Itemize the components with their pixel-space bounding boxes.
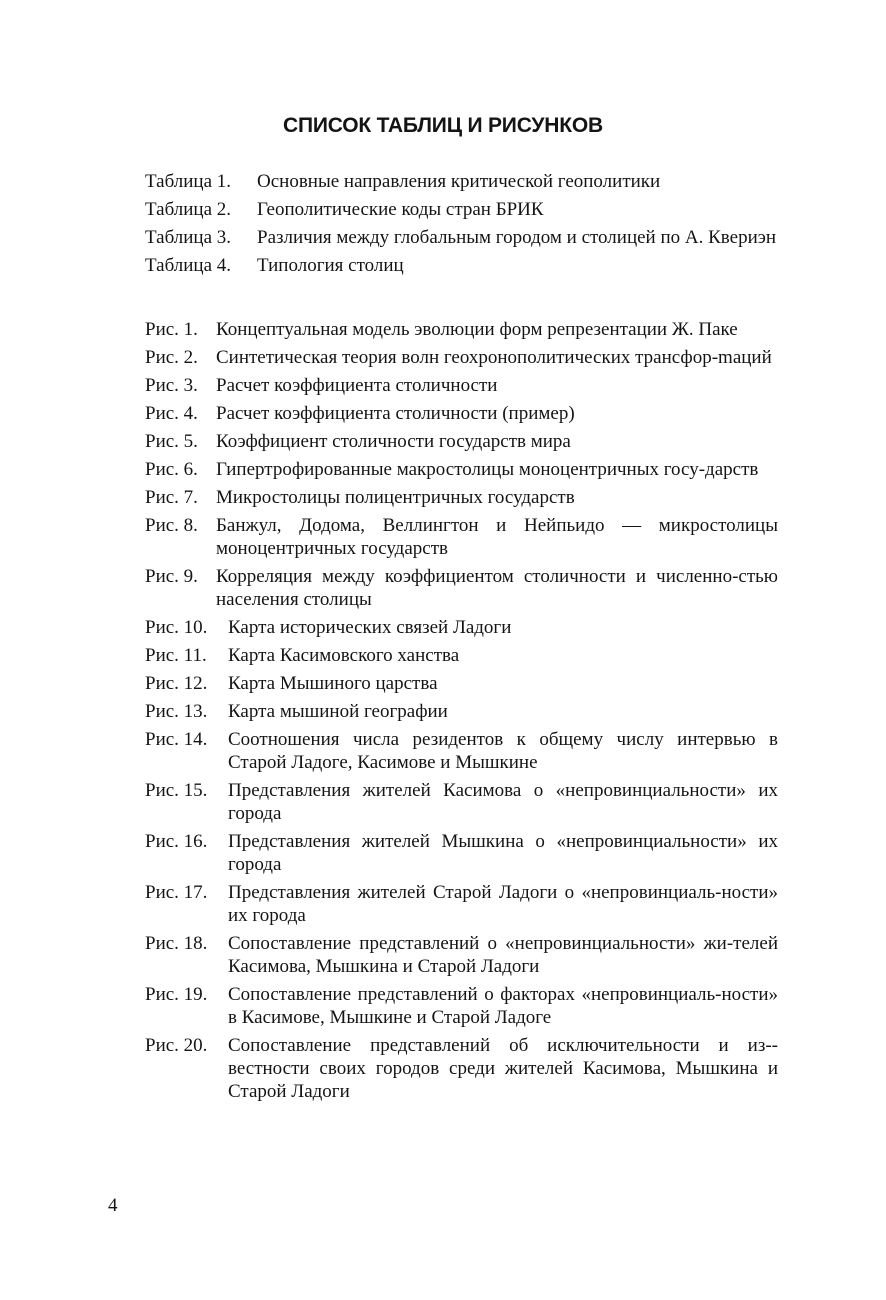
- table-caption: Типология столиц: [257, 255, 404, 276]
- figure-label: Рис. 3.: [145, 375, 198, 396]
- figure-entry: [145, 402, 778, 425]
- figure-caption: Коэффициент столичности государств мира: [216, 431, 571, 452]
- figure-caption: Карта Мышиного царства: [228, 673, 438, 694]
- figure-caption: Карта исторических связей Ладоги: [228, 617, 512, 638]
- figure-entry: [145, 565, 778, 611]
- figure-label: Рис. 12.: [145, 673, 208, 694]
- figure-caption: Синтетическая теория волн геохронополитических трансфор-mаций: [216, 347, 772, 368]
- figure-entry: [145, 672, 778, 695]
- figure-entry: [145, 932, 778, 978]
- figure-label: Рис. 9.: [145, 566, 198, 587]
- figure-caption: Сопоставление представлений об исключительности и из-вестности своих городов среди жителей Касимова, Мышкина и Старой Ладоги: [228, 1035, 778, 1102]
- figure-label: Рис. 2.: [145, 347, 198, 368]
- figure-entry: [145, 458, 778, 481]
- figure-caption: Расчет коэффициента столичности: [216, 375, 498, 396]
- page-number: 4: [108, 1195, 118, 1216]
- table-label: Таблица 2.: [145, 199, 232, 220]
- figure-label: Рис. 10.: [145, 617, 208, 638]
- figure-caption: Сопоставление представлений о «непровинциальности» жи-телей Касимова, Мышкина и Старой Ладоги: [228, 933, 778, 977]
- figure-label: Рис. 7.: [145, 487, 198, 508]
- figure-entry: [145, 430, 778, 453]
- figure-caption: Представления жителей Касимова о «непровинциальности» их города: [228, 780, 778, 824]
- figure-entry: [145, 881, 778, 927]
- figure-label: Рис. 13.: [145, 701, 208, 722]
- figure-entry: [145, 644, 778, 667]
- figure-caption: Представления жителей Старой Ладоги о «непровинциаль-ности» их города: [228, 882, 778, 926]
- table-caption: Различия между глобальным городом и столицей по А. Квериэн: [257, 227, 777, 248]
- figure-label: Рис. 20.: [145, 1035, 208, 1056]
- table-caption: Геополитические коды стран БРИК: [257, 199, 544, 220]
- figure-entry: [145, 486, 778, 509]
- figure-caption: Соотношения числа резидентов к общему числу интервью в Старой Ладоге, Касимове и Мышкине: [228, 729, 778, 773]
- tables-list: [145, 170, 778, 282]
- table-label: Таблица 4.: [145, 255, 232, 276]
- figure-label: Рис. 11.: [145, 645, 207, 666]
- figure-caption: Корреляция между коэффициентом столичности и численно-стью населения столицы: [216, 566, 778, 610]
- figure-entry: [145, 374, 778, 397]
- figure-label: Рис. 15.: [145, 780, 208, 801]
- figure-entry: [145, 514, 778, 560]
- table-entry: [145, 198, 778, 221]
- figure-entry: [145, 983, 778, 1029]
- figure-entry: [145, 346, 778, 369]
- table-label: Таблица 1.: [145, 171, 232, 192]
- figure-label: Рис. 1.: [145, 319, 198, 340]
- figure-label: Рис. 16.: [145, 831, 208, 852]
- figure-caption: Концептуальная модель эволюции форм репрезентации Ж. Паке: [216, 319, 738, 340]
- figure-caption: Сопоставление представлений о факторах «непровинциаль-ности» в Касимове, Мышкине и Старой Ладоге: [228, 984, 778, 1028]
- table-entry: [145, 226, 778, 249]
- figure-entry: [145, 779, 778, 825]
- figure-entry: [145, 700, 778, 723]
- table-label: Таблица 3.: [145, 227, 232, 248]
- table-entry: [145, 254, 778, 277]
- figure-entry: [145, 830, 778, 876]
- table-entry: [145, 170, 778, 193]
- figure-label: Рис. 8.: [145, 515, 198, 536]
- figure-caption: Карта мышиной географии: [228, 701, 448, 722]
- table-caption: Основные направления критической геополитики: [257, 171, 661, 192]
- figure-label: Рис. 17.: [145, 882, 208, 903]
- figure-label: Рис. 18.: [145, 933, 208, 954]
- figure-label: Рис. 14.: [145, 729, 208, 750]
- figures-list: [145, 318, 778, 1108]
- figure-entry: [145, 318, 778, 341]
- figure-label: Рис. 6.: [145, 459, 198, 480]
- figure-label: Рис. 4.: [145, 403, 198, 424]
- figure-label: Рис. 19.: [145, 984, 208, 1005]
- figure-entry: [145, 728, 778, 774]
- figure-label: Рис. 5.: [145, 431, 198, 452]
- figure-entry: [145, 1034, 778, 1103]
- figure-caption: Представления жителей Мышкина о «непровинциальности» их города: [228, 831, 778, 875]
- figure-entry: [145, 616, 778, 639]
- figure-caption: Микростолицы полицентричных государств: [216, 487, 575, 508]
- figure-caption: Расчет коэффициента столичности (пример): [216, 403, 575, 424]
- page-title: СПИСОК ТАБЛИЦ И РИСУНКОВ: [283, 114, 603, 137]
- figure-caption: Карта Касимовского ханства: [228, 645, 460, 666]
- figure-caption: Гипертрофированные макростолицы моноцентричных госу-дарств: [216, 459, 759, 480]
- figure-caption: Банжул, Додома, Веллингтон и Нейпьидо — микростолицы моноцентричных государств: [216, 515, 778, 559]
